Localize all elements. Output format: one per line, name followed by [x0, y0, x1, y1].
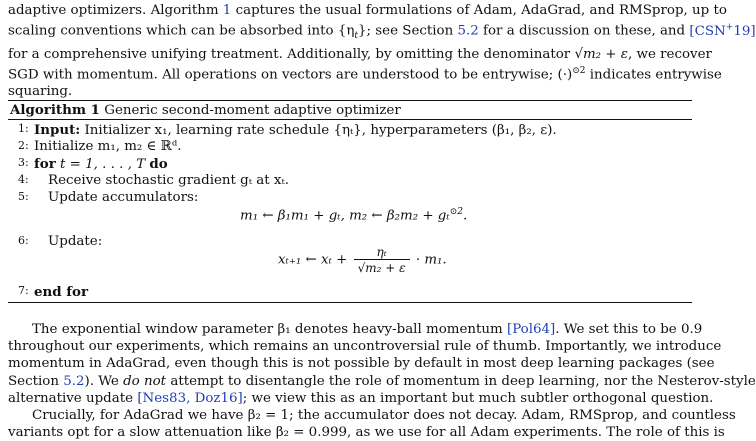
intro-line-4: SGD with momentum. All operations on vectors are understood to be entrywise; $(\cdot)^{⊙2}$ indicates entrywise: [8, 65, 722, 83]
line-number: 7:: [18, 284, 29, 297]
section-ref-link-2[interactable]: 5.2: [63, 373, 85, 389]
algorithm-caption: [10, 102, 401, 118]
body-line-7: variants opt for a slow attenuation like β₂ = 0.999, as we use for all Adam experiments. The role of this is: [8, 425, 725, 441]
body-line-6: Crucially, for AdaGrad we have β₂ = 1; the accumulator does not decay. Adam, RMSprop, and countless: [32, 408, 736, 423]
attenuation-paragraph: [8, 407, 736, 441]
line-number: 4:: [18, 173, 29, 186]
momentum-paragraph: [8, 321, 756, 407]
algorithm-ref-link[interactable]: 1: [222, 3, 232, 18]
algorithm-bottom-rule: [8, 302, 692, 303]
section-ref-link[interactable]: 5.2: [457, 23, 479, 39]
intro-line-3: for a comprehensive unifying treatment. Additionally, by omitting the denominator √m₂ + ε, we recover: [8, 46, 712, 62]
line-number: 2:: [18, 139, 29, 152]
algorithm-box: Algorithm 1 Generic second-moment adaptive optimizer 1: Input: Initializer x₁, learning rate schedule {ηₜ}, hyperparameters (β₁, β₂, ε). 2: Initialize m₁, m₂ ∈ ℝᵈ. 3: for t = 1, . . . , T do 4: Receive stochastic gradient gₜ at xₜ. 5: Update accumulators: m₁ ← β₁m₁ + gₜ, m₂ ← β₂m₂ + gₜ$^{⊙2}$. 6: Update: xₜ₊₁ ← xₜ + $\frac{\text{ηₜ}}{\text{√m₂ + ε}}$ · m₁. 7: end for: [8, 100, 692, 303]
line-number: 6:: [18, 234, 29, 247]
line-number: 3:: [18, 156, 29, 169]
intro-line-5: squaring.: [8, 84, 73, 100]
body-line-2: throughout our experiments, which remains an uncontroversial rule of thumb. Importantly, we introduce: [8, 339, 722, 355]
intro-paragraph: [8, 2, 756, 101]
line-number: 5:: [18, 190, 29, 203]
intro-line-2: scaling conventions which can be absorbed into $\{\eta_t\}$; see Section 5.2 for a discussion on these, and [CSN+19]: [8, 22, 756, 42]
learning-rate-fraction: $\frac{\text{ηₜ}}{\text{√m₂ + ε}}$: [354, 245, 410, 275]
body-line-1: The exponential window parameter β₁ denotes heavy-ball momentum [Pol64]. We set this to be 0.9: [32, 322, 703, 337]
algorithm-label: Algorithm 1: [10, 102, 100, 118]
algorithm-title: Generic second-moment adaptive optimizer: [104, 103, 401, 118]
denominator-math: √m₂ + ε: [574, 46, 628, 62]
citation-doz16[interactable]: Doz16]: [194, 390, 243, 406]
intro-line-1: adaptive optimizers. Algorithm 1 captures the usual formulations of Adam, AdaGrad, and RMSprop, up to: [8, 3, 727, 18]
line-number: 1:: [18, 122, 29, 135]
update-equation: xₜ₊₁ ← xₜ + $\frac{\text{ηₜ}}{\text{√m₂ + ε}}$ · m₁.: [278, 245, 447, 275]
body-line-4: Section 5.2). We do not attempt to disentangle the role of momentum in deep learning, nor the Nesterov-style: [8, 373, 756, 389]
algorithm-mid-rule: [8, 119, 692, 120]
algorithm-top-rule: [8, 100, 692, 101]
body-line-3: momentum in AdaGrad, even though this is not possible by default in most deep learning packages (see: [8, 356, 715, 372]
citation-nes83[interactable]: [Nes83,: [137, 390, 191, 406]
body-line-5: alternative update [Nes83, Doz16]; we view this as an important but much subtler orthogonal question.: [8, 390, 714, 406]
citation-csn19[interactable]: [CSN+19]: [689, 22, 756, 39]
accumulator-equation: m₁ ← β₁m₁ + gₜ, m₂ ← β₂m₂ + gₜ$^{⊙2}$.: [240, 207, 468, 224]
citation-pol64[interactable]: [Pol64]: [506, 322, 556, 337]
